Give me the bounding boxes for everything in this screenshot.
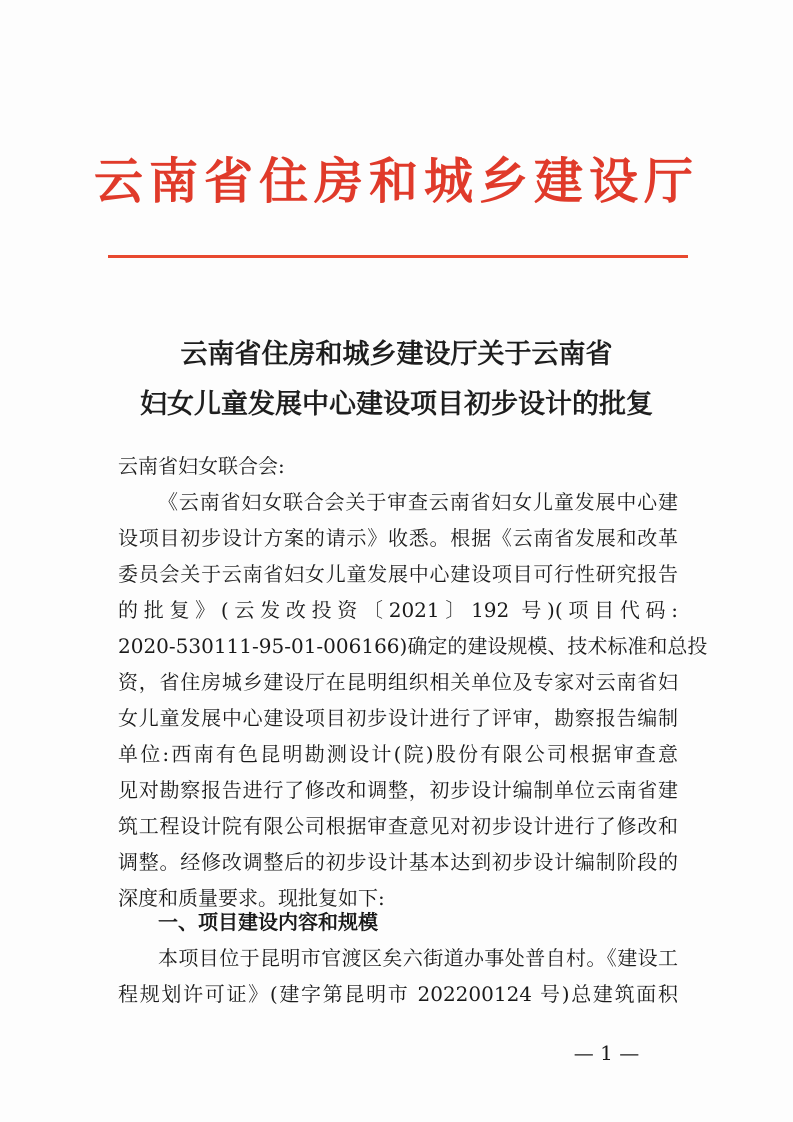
- body-line-3: 委员会关于云南省妇女儿童发展中心建设项目可行性研究报告: [118, 562, 678, 586]
- addressee: 云南省妇女联合会:: [118, 454, 285, 478]
- section1-line-2: 程规划许可证》(建字第昆明市 202200124 号)总建筑面积: [118, 982, 678, 1006]
- document-title-line-1: 云南省住房和城乡建设厅关于云南省: [180, 339, 613, 370]
- letterhead-title: 云南省住房和城乡建设厅: [93, 153, 699, 210]
- body-line-10: 筑工程设计院有限公司根据审查意见对初步设计进行了修改和: [118, 814, 678, 838]
- letterhead-red-rule: [108, 255, 688, 258]
- body-line-11: 调整。经修改调整后的初步设计基本达到初步设计编制阶段的: [118, 850, 678, 874]
- body-line-1: 《云南省妇女联合会关于审查云南省妇女儿童发展中心建: [158, 490, 678, 514]
- body-line-5: 2020-530111-95-01-006166)确定的建设规模、技术标准和总投: [118, 634, 708, 658]
- body-line-7: 女儿童发展中心建设项目初步设计进行了评审，勘察报告编制: [118, 706, 678, 730]
- body-line-9: 见对勘察报告进行了修改和调整，初步设计编制单位云南省建: [118, 778, 678, 802]
- page-number: — 1 —: [573, 1041, 640, 1065]
- document-title-line-2: 妇女儿童发展中心建设项目初步设计的批复: [140, 389, 653, 420]
- section1-line-1: 本项目位于昆明市官渡区矣六街道办事处普自村。《建设工: [158, 946, 678, 970]
- body-line-12: 深度和质量要求。现批复如下:: [118, 886, 385, 910]
- body-line-2: 设项目初步设计方案的请示》收悉。根据《云南省发展和改革: [118, 526, 678, 550]
- body-line-4: 的批复》(云发改投资〔2021〕192 号)(项目代码:: [118, 598, 678, 622]
- section-heading-1: 一、项目建设内容和规模: [158, 910, 378, 934]
- body-line-8: 单位:西南有色昆明勘测设计(院)股份有限公司根据审查意: [118, 742, 678, 766]
- body-line-6: 资，省住房城乡建设厅在昆明组织相关单位及专家对云南省妇: [118, 670, 678, 694]
